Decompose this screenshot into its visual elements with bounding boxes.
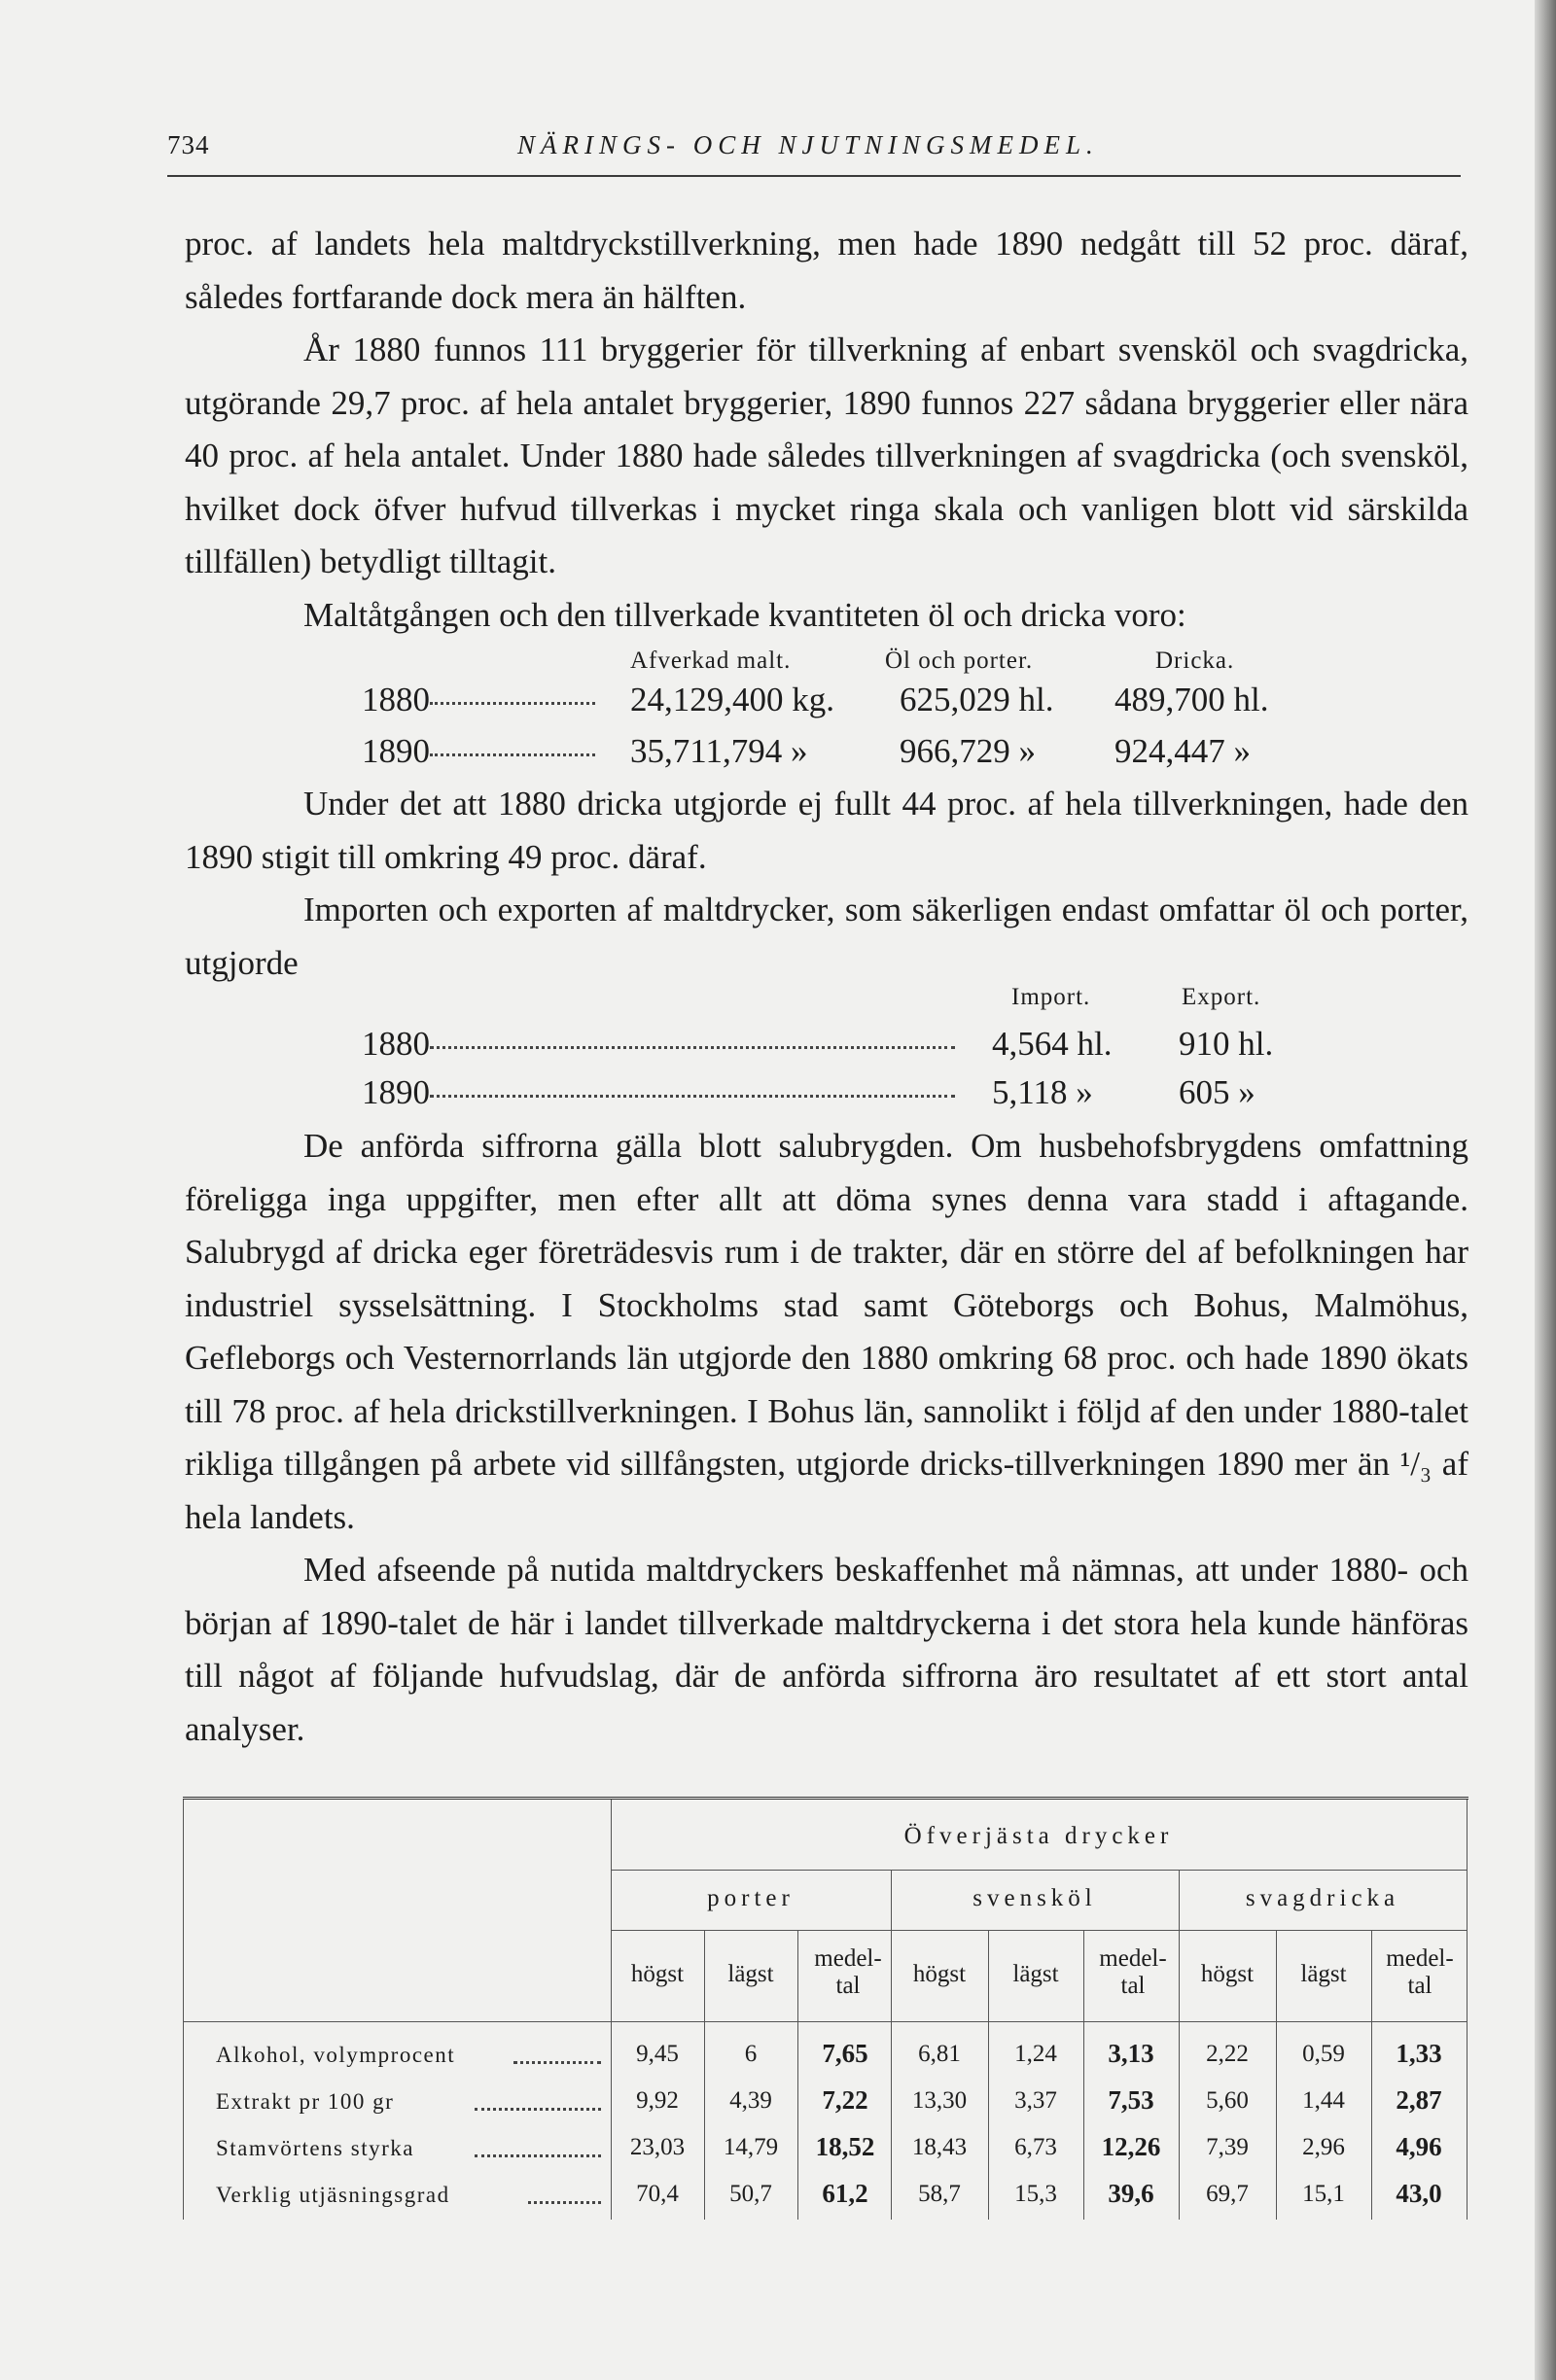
production-row-1890 — [362, 732, 595, 771]
cell: 7,39 — [1206, 2134, 1249, 2160]
subheader: medel-tal — [1386, 1945, 1454, 1999]
cell: 70,4 — [636, 2181, 679, 2207]
cell: 6,73 — [1014, 2134, 1057, 2160]
cell: 6 — [744, 2041, 758, 2067]
value-import: 4,564 hl. — [992, 1025, 1113, 1063]
text-block-3 — [185, 1120, 1468, 1756]
cell: 0,59 — [1302, 2041, 1345, 2067]
group-svenskol: svensköl — [972, 1885, 1097, 1911]
col-header-malt: Afverkad malt. — [630, 648, 792, 674]
col-header-dricka: Dricka. — [1155, 648, 1235, 674]
group-svagdricka: svagdricka — [1245, 1885, 1400, 1911]
running-title: NÄRINGS- OCH NJUTNINGSMEDEL. — [517, 130, 1099, 159]
value-export: 910 hl. — [1179, 1025, 1274, 1063]
cell: 61,2 — [822, 2179, 868, 2208]
year: 1890 — [362, 1073, 430, 1111]
cell: 7,65 — [822, 2039, 868, 2068]
table-caption: Öfverjästa drycker — [903, 1823, 1174, 1849]
value-dricka: 924,447 » — [1114, 732, 1251, 770]
value-export: 605 » — [1179, 1073, 1255, 1111]
year: 1880 — [362, 1025, 430, 1063]
value-ol: 966,729 » — [900, 732, 1036, 770]
trade-row-1890 — [362, 1073, 955, 1112]
paragraph-5: Importen och exporten af maltdrycker, som säkerligen endast omfattar öl och porter, utgjorde — [185, 891, 1468, 982]
paragraph-7: Med afseende på nutida maltdryckers beskaffenhet må nämnas, att under 1880- och början af 1890-talet de här i landet tillverkade maltdryckerna i det stora hela kunde hänföras till något af följande hufvudslag, där de anförda siffrorna äro resultatet af ett stort antal analyser. — [185, 1551, 1468, 1748]
cell: 15,3 — [1014, 2181, 1057, 2207]
cell: 69,7 — [1206, 2181, 1249, 2207]
trade-row-1880 — [362, 1025, 955, 1064]
row-label-alkohol: Alkohol, volymprocent — [216, 2043, 456, 2067]
cell: 4,96 — [1396, 2132, 1442, 2161]
subheader: medel-tal — [814, 1945, 882, 1999]
col-header-export: Export. — [1182, 984, 1261, 1010]
value-import: 5,118 » — [992, 1073, 1093, 1111]
production-row-1880 — [362, 681, 595, 719]
paragraph-2: År 1880 funnos 111 bryggerier för tillverkning af enbart svensköl och svagdricka, utgörande 29,7 proc. af hela antalet bryggerier, 1890 funnos 227 sådana bryggerier eller nära 40 proc. af hela antalet. Under 1880 hade således tillverkningen af svagdricka (och svensköl, hvilket dock öfver hufvud tillverkas i mycket ringa skala och vanligen blott vid särskilda tillfällen) betydligt tilltagit. — [185, 331, 1468, 580]
cell: 3,13 — [1108, 2039, 1154, 2068]
paragraph-4: Under det att 1880 dricka utgjorde ej fullt 44 proc. af hela tillverkningen, hade den 1890 stigit till omkring 49 proc. däraf. — [185, 785, 1468, 876]
subheader: lägst — [1012, 1961, 1059, 1987]
cell: 1,24 — [1014, 2041, 1057, 2067]
cell: 13,30 — [911, 2087, 968, 2114]
group-porter: porter — [707, 1885, 795, 1911]
cell: 7,53 — [1108, 2085, 1154, 2115]
value-ol: 625,029 hl. — [900, 681, 1054, 718]
cell: 23,03 — [629, 2134, 686, 2160]
running-header — [167, 126, 1461, 177]
cell: 43,0 — [1396, 2179, 1442, 2208]
text-block-2 — [185, 778, 1468, 990]
page-number: 734 — [167, 130, 210, 159]
col-header-import: Import. — [1011, 984, 1091, 1010]
cell: 12,26 — [1101, 2132, 1161, 2161]
cell: 7,22 — [822, 2085, 868, 2115]
year: 1890 — [362, 732, 430, 770]
cell: 14,79 — [723, 2134, 779, 2160]
cell: 18,52 — [815, 2132, 875, 2161]
cell: 1,44 — [1302, 2087, 1345, 2114]
cell: 18,43 — [911, 2134, 968, 2160]
cell: 2,96 — [1302, 2134, 1345, 2160]
paragraph-6: De anförda siffrorna gälla blott salubrygden. Om husbehofsbrygdens omfattning föreligga inga uppgifter, men efter allt att döma synes denna vara stadd i aftagande. Salubrygd af dricka eger företrädesvis rum i de trakter, där en större del af befolkningen har industriel sysselsättning. I Stockholms stad samt Göteborgs och Bohus, Malmöhus, Gefleborgs och Vesternorrlands län utgjorde den 1880 omkring 68 proc. och hade 1890 ökats till 78 proc. af hela drickstillverkningen. I Bohus län, sannolikt i följd af den under 1880-talet rikliga tillgången på arbete vid sillfångsten, utgjorde dricks-tillverkningen 1890 mer än ¹/₃ af hela landets. — [185, 1127, 1468, 1536]
cell: 39,6 — [1108, 2179, 1154, 2208]
subheader: medel-tal — [1099, 1945, 1167, 1999]
subheader: högst — [630, 1961, 685, 1987]
value-malt: 24,129,400 kg. — [630, 681, 834, 718]
cell: 4,39 — [729, 2087, 772, 2114]
value-dricka: 489,700 hl. — [1114, 681, 1269, 718]
row-label-utjasning: Verklig utjäsningsgrad — [216, 2183, 450, 2207]
subheader: lägst — [1300, 1961, 1347, 1987]
cell: 9,92 — [636, 2087, 679, 2114]
cell: 15,1 — [1302, 2181, 1345, 2207]
value-malt: 35,711,794 » — [630, 732, 808, 770]
cell: 5,60 — [1206, 2087, 1249, 2114]
paragraph-1: proc. af landets hela maltdryckstillverkning, men hade 1890 nedgått till 52 proc. däraf, således fortfarande dock mera än hälften. — [185, 225, 1468, 316]
analysis-table — [183, 1797, 1468, 2220]
cell: 9,45 — [636, 2041, 679, 2067]
subheader: högst — [912, 1961, 967, 1987]
cell: 2,87 — [1396, 2085, 1442, 2115]
col-header-ol: Öl och porter. — [885, 648, 1034, 674]
subheader: lägst — [727, 1961, 774, 1987]
subheader: högst — [1200, 1961, 1255, 1987]
cell: 3,37 — [1014, 2087, 1057, 2114]
row-label-stamvort: Stamvörtens styrka — [216, 2136, 414, 2160]
cell: 58,7 — [918, 2181, 961, 2207]
paragraph-3: Maltåtgången och den tillverkade kvantiteten öl och dricka voro: — [303, 595, 1186, 634]
year: 1880 — [362, 681, 430, 718]
cell: 50,7 — [729, 2181, 772, 2207]
cell: 2,22 — [1206, 2041, 1249, 2067]
page-edge — [1535, 0, 1556, 2380]
cell: 1,33 — [1396, 2039, 1442, 2068]
row-label-extrakt: Extrakt pr 100 gr — [216, 2089, 395, 2114]
text-block-1 — [185, 218, 1468, 642]
cell: 6,81 — [918, 2041, 961, 2067]
